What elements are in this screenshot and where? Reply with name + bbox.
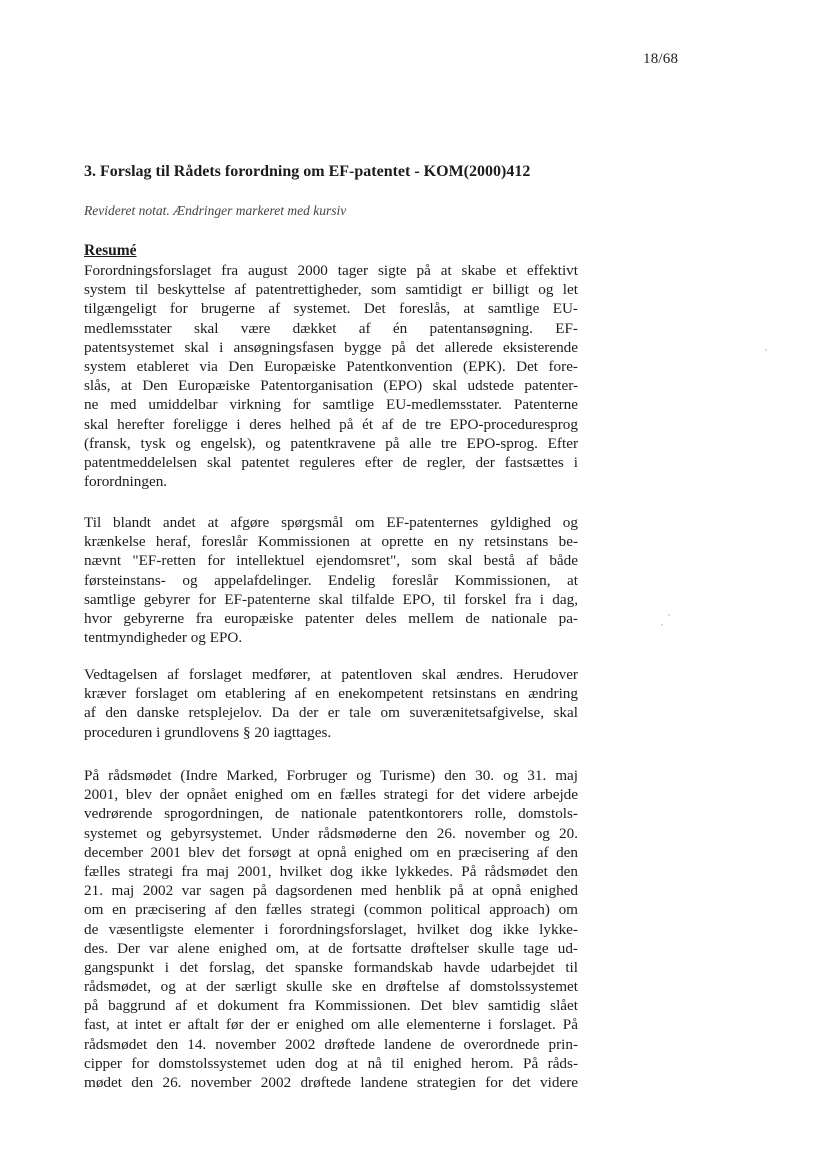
text-line: Vedtagelsen af forslaget medfører, at patentloven skal ændres. Herudover bbox=[84, 666, 578, 683]
text-line: proceduren i grundlovens § 20 iagttages. bbox=[84, 723, 332, 741]
text-line: ne med umiddelbar virkning for samtlige EU-medlemsstater. Patenterne bbox=[84, 396, 578, 414]
text-line: rådsmødet, og at der særligt skulle ske en drøftelse af domstolssystemet bbox=[84, 978, 578, 996]
scan-speck bbox=[668, 614, 670, 616]
text-line: mødet den 26. november 2002 drøftede landene strategien for det videre bbox=[84, 1074, 578, 1091]
text-line: krænkelse heraf, foreslår Kommissionen at oprette en ny retsinstans be- bbox=[84, 533, 578, 551]
text-line: hvor gebyrerne fra europæiske patenter deles mellem de nationale pa- bbox=[84, 609, 578, 627]
section-title-resume: Resumé bbox=[84, 242, 137, 259]
text-line: Til blandt andet at afgøre spørgsmål om EF-patenternes gyldighed og bbox=[84, 514, 578, 531]
text-line: des. Der var alene enighed om, at de fortsatte drøftelser skulle tage ud- bbox=[84, 939, 578, 957]
paragraph-4 bbox=[84, 766, 578, 1092]
text-line: vedrørende sprogordningen, de nationale patentkontorers rolle, domstols- bbox=[84, 805, 578, 823]
text-line: skal herefter foreligge i deres helhed på ét af de tre EPO-proceduresprog bbox=[84, 415, 578, 433]
text-line: nævnt "EF-retten for intellektuel ejendomsret", som skal bestå af både bbox=[84, 552, 578, 570]
text-line: Forordningsforslaget fra august 2000 tager sigte på at skabe et effektivt bbox=[84, 262, 578, 279]
text-line: 2001, blev der opnået enighed om en fælles strategi for det videre arbejde bbox=[84, 786, 578, 804]
paragraph-2 bbox=[84, 513, 578, 647]
text-line: 21. maj 2002 var sagen på dagsordenen med henblik på at opnå enighed bbox=[84, 882, 578, 900]
text-line: cipper for domstolssystemet uden dog at nå til enighed herom. På råds- bbox=[84, 1054, 578, 1072]
paragraph-1 bbox=[84, 261, 578, 491]
text-line: fast, at intet er aftalt før der er enighed om alle elementerne i forslaget. På bbox=[84, 1016, 578, 1034]
text-line: system etableret via Den Europæiske Patentkonvention (EPK). Det fore- bbox=[84, 357, 578, 375]
text-line: medlemsstater skal være dækket af én patentansøgning. EF- bbox=[84, 319, 578, 337]
paragraph-3 bbox=[84, 665, 578, 742]
text-line: kræver forslaget om etablering af en enekompetent retsinstans en ændring bbox=[84, 685, 578, 703]
document-heading: 3. Forslag til Rådets forordning om EF-patentet - KOM(2000)412 bbox=[84, 163, 531, 180]
text-line: førsteinstans- og appelafdelinger. Endelig foreslår Kommissionen, at bbox=[84, 571, 578, 589]
scan-speck bbox=[661, 624, 663, 626]
scan-speck bbox=[765, 349, 767, 351]
text-line: om en præcisering af den fælles strategi (common political approach) om bbox=[84, 901, 578, 919]
revision-note: Revideret notat. Ændringer markeret med kursiv bbox=[84, 203, 347, 218]
text-line: rådsmødet den 14. november 2002 drøftede landene de overordnede prin- bbox=[84, 1035, 578, 1053]
text-line: patentsystemet skal i ansøgningsfasen bygge på det allerede eksisterende bbox=[84, 338, 578, 356]
text-line: slås, at Den Europæiske Patentorganisation (EPO) skal udstede patenter- bbox=[84, 377, 578, 395]
text-line: systemet og gebyrsystemet. Under rådsmøderne den 26. november og 20. bbox=[84, 824, 578, 842]
text-line: tentmyndigheder og EPO. bbox=[84, 629, 243, 647]
text-line: På rådsmødet (Indre Marked, Forbruger og Turisme) den 30. og 31. maj bbox=[84, 767, 578, 784]
text-line: system til beskyttelse af patentrettigheder, som samtidigt er billigt og let bbox=[84, 281, 578, 299]
page-number: 18/68 bbox=[643, 51, 679, 67]
text-line: fælles strategi fra maj 2001, hvilket dog ikke lykkedes. På rådsmødet den bbox=[84, 862, 578, 880]
text-line: de væsentligste elementer i forordningsforslaget, hvilket dog ikke lykke- bbox=[84, 920, 578, 938]
text-line: på baggrund af et dokument fra Kommissionen. Det blev samtidig slået bbox=[84, 997, 578, 1015]
text-line: patentmeddelelsen skal patentet reguleres efter de regler, der fastsættes i bbox=[84, 453, 578, 471]
text-line: forordningen. bbox=[84, 473, 168, 491]
text-line: tilgængeligt for brugerne af systemet. Det foreslås, at samtlige EU- bbox=[84, 300, 578, 318]
text-line: samtlige gebyrer for EF-patenterne skal tilfalde EPO, til forskel fra i dag, bbox=[84, 590, 578, 608]
text-line: (fransk, tysk og engelsk), og patentkravene på alle tre EPO-sprog. Efter bbox=[84, 434, 578, 452]
text-line: gangspunkt i det forslag, det spanske formandskab havde udarbejdet til bbox=[84, 958, 578, 976]
text-line: af den danske retsplejelov. Da der er tale om suverænitetsafgivelse, skal bbox=[84, 704, 578, 722]
text-line: december 2001 blev det forsøgt at opnå enighed om en præcisering af den bbox=[84, 843, 578, 861]
